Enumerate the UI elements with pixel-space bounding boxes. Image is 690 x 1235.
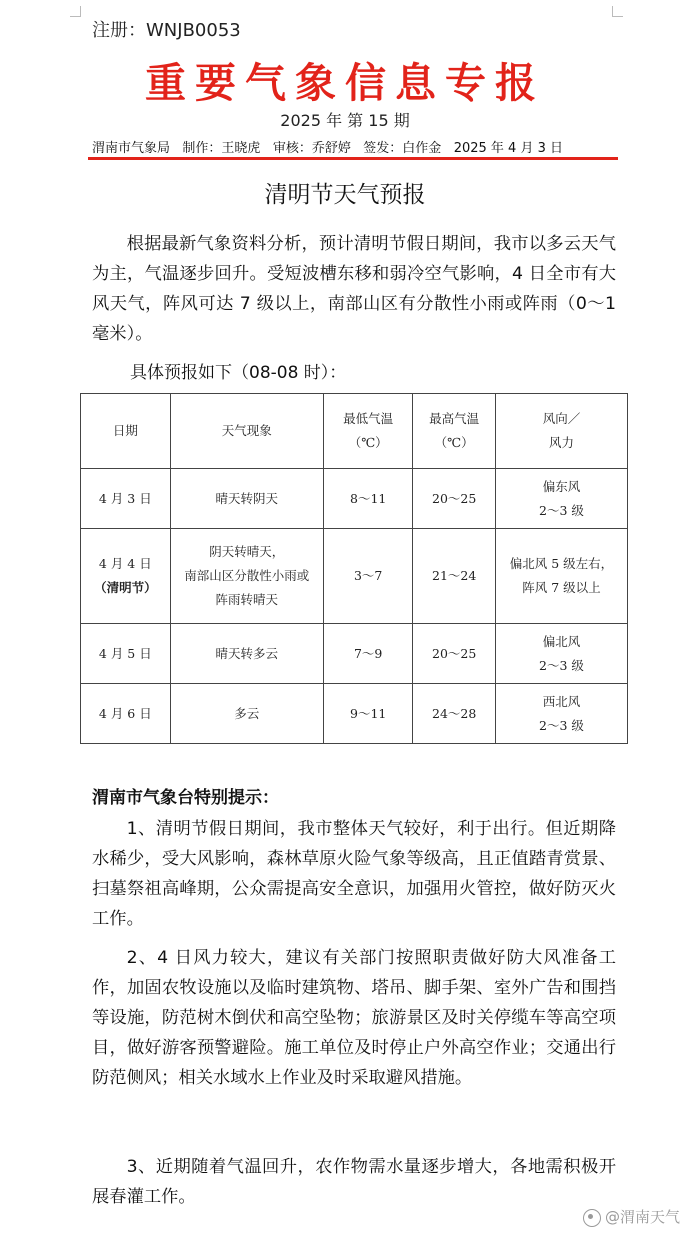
weather-line: 多云: [234, 705, 260, 721]
forecast-table: [80, 393, 628, 744]
wind-force: 2～3 级: [539, 657, 584, 673]
weather-line: 阴天转晴天，: [209, 544, 285, 559]
document-title: 清明节天气预报: [264, 182, 426, 208]
table-row: [81, 624, 628, 684]
header-wind-unit: 风力: [548, 435, 574, 450]
wind-force: 2～3 级: [539, 502, 584, 518]
wind-direction: 西北风: [542, 693, 581, 709]
wind-force: 阵风 7 级以上: [522, 580, 601, 595]
cell-min-temp: 3～7: [323, 529, 413, 624]
page-corner-mark: [70, 6, 81, 17]
header-max-temp-label: 最高气温: [429, 411, 480, 426]
header-weather: 天气现象: [170, 394, 323, 469]
header-date: 日期: [81, 394, 171, 469]
weather-line: 晴天转多云: [215, 645, 279, 661]
header-max-temp: [413, 394, 495, 469]
cell-min-temp: 9～11: [323, 684, 413, 744]
watermark-text: @渭南天气: [604, 1208, 680, 1226]
table-header-row: [81, 394, 628, 469]
cell-max-temp: 21～24: [413, 529, 495, 624]
cell-min-temp: 7～9: [323, 624, 413, 684]
intro-paragraph: 根据最新气象资料分析，预计清明节假日期间，我市以多云天气为主，气温逐步回升。受短波槽东移和弱冷空气影响，4 日全市有大风天气，阵风可达 7 级以上，南部山区有分散性小雨或阵雨（0～1 毫米）。: [92, 234, 616, 344]
cell-wind: [495, 469, 627, 529]
table-row: [81, 469, 628, 529]
cell-date: [81, 469, 171, 529]
cell-date: [81, 529, 171, 624]
cell-min-temp: 8～11: [323, 469, 413, 529]
tip-item: 2、4 日风力较大，建议有关部门按照职责做好防大风准备工作，加固农牧设施以及临时建筑物、塔吊、脚手架、室外广告和围挡等设施，防范树木倒伏和高空坠物；旅游景区及时关停缆车等高空项目，做好游客预警避险。施工单位及时停止户外高空作业；交通出行防范侧风；相关水域水上作业及时采取避风措施。: [92, 948, 616, 1088]
weibo-watermark: [583, 1206, 680, 1227]
cell-weather: [170, 624, 323, 684]
agency: 渭南市气象局: [92, 141, 171, 156]
report-banner-title: 重要气象信息专报: [145, 59, 545, 107]
date-text: 4 月 4 日: [98, 556, 152, 571]
forecast-intro: 具体预报如下（08-08 时）：: [130, 363, 347, 383]
weather-line: 阵雨转晴天: [215, 592, 279, 607]
signer: 签发：白作金: [363, 141, 442, 156]
tip-item: 1、清明节假日期间，我市整体天气较好，利于出行。但近期降水稀少，受大风影响，森林草原火险气象等级高，且正值踏青赏景、扫墓祭祖高峰期，公众需提高安全意识，加强用火管控，做好防灭火工作。: [92, 819, 616, 929]
header-wind-label: 风向／: [542, 411, 581, 426]
cell-max-temp: 20～25: [413, 624, 495, 684]
cell-weather: [170, 469, 323, 529]
cell-date: [81, 624, 171, 684]
header-divider: [88, 157, 618, 160]
holiday-label: （清明节）: [94, 580, 157, 595]
date-text: 4 月 6 日: [98, 705, 152, 721]
tip-item: 3、近期随着气温回升，农作物需水量逐步增大，各地需积极开展春灌工作。: [92, 1157, 616, 1207]
table-row: [81, 529, 628, 624]
date-text: 4 月 3 日: [98, 490, 152, 506]
cell-wind: [495, 529, 627, 624]
header-min-temp-label: 最低气温: [343, 411, 394, 426]
date-text: 4 月 5 日: [98, 645, 152, 661]
report-meta-line: [92, 137, 563, 156]
cell-weather: [170, 684, 323, 744]
issue-number: 2025 年 第 15 期: [280, 111, 410, 130]
weibo-logo-icon: [583, 1209, 601, 1227]
wind-force: 2～3 级: [539, 717, 584, 733]
cell-date: [81, 684, 171, 744]
issue-date: 2025 年 4 月 3 日: [453, 141, 563, 156]
maker: 制作：王晓虎: [182, 141, 261, 156]
page-corner-mark: [612, 6, 623, 17]
cell-wind: [495, 624, 627, 684]
wind-direction: 偏北风: [542, 633, 581, 649]
weather-line: 南部山区分散性小雨或: [184, 568, 310, 583]
tips-heading: 渭南市气象台特别提示：: [92, 788, 279, 808]
weather-line: 晴天转阴天: [215, 490, 279, 506]
header-wind: [495, 394, 627, 469]
cell-wind: [495, 684, 627, 744]
table-row: [81, 684, 628, 744]
cell-max-temp: 24～28: [413, 684, 495, 744]
wind-direction: 偏北风 5 级左右，: [509, 556, 614, 571]
cell-max-temp: 20～25: [413, 469, 495, 529]
registration-number: 注册：WNJB0053: [92, 20, 241, 41]
wind-direction: 偏东风: [542, 478, 581, 494]
header-max-temp-unit: （℃）: [434, 435, 474, 450]
header-min-temp-unit: （℃）: [348, 435, 388, 450]
header-min-temp: [323, 394, 413, 469]
reviewer: 审核：乔舒婷: [272, 141, 351, 156]
cell-weather: [170, 529, 323, 624]
